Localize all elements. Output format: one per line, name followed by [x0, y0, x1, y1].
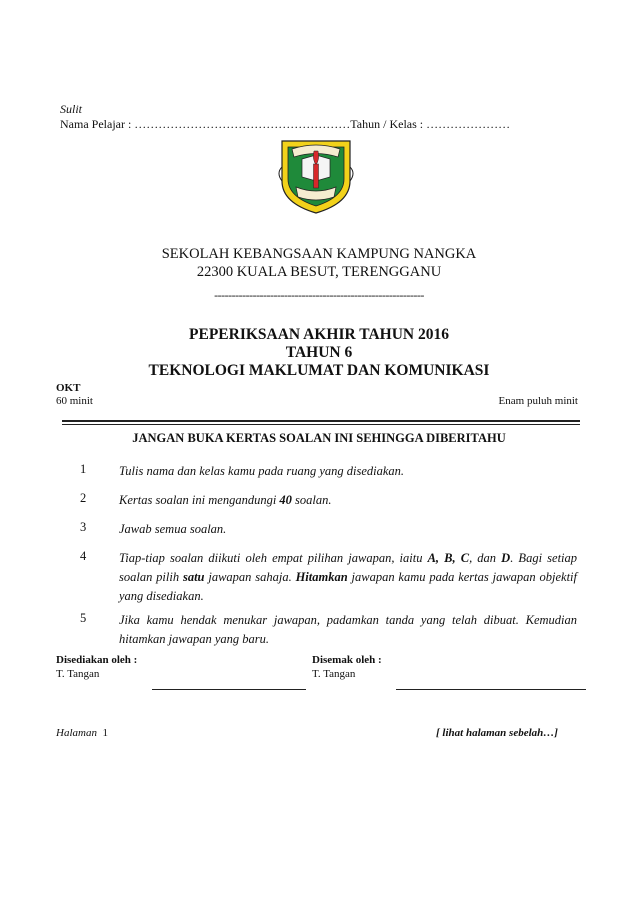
exam-year: TAHUN 6: [285, 344, 353, 361]
header-rule-thick: [62, 420, 580, 422]
instruction-text: Tulis nama dan kelas kamu pada ruang yang disediakan.: [119, 464, 405, 478]
school-address: 22300 KUALA BESUT, TERENGGANU: [196, 264, 442, 280]
page-number: 1: [102, 727, 108, 739]
exam-subject: TEKNOLOGI MAKLUMAT DAN KOMUNIKASI: [148, 362, 490, 379]
instruction-number: 3: [80, 520, 87, 534]
student-info-line: Nama Pelajar : ………………………………………………Tahun / Kelas : …………………: [60, 117, 511, 131]
separator-line: ------------------------------------------------------------: [214, 288, 424, 302]
instruction-text: Jawab semua soalan.: [119, 522, 227, 536]
instruction-number: 2: [80, 491, 87, 505]
instruction-text: Tiap-tiap soalan diikuti oleh empat pilihan jawapan, iaitu A, B, C, dan D. Bagi setiap soalan pilih satu jawapan sahaja. Hitamkan jawapan kamu pada kertas jawapan objektif yang disediakan.: [119, 551, 578, 603]
next-page-note: [ lihat halaman sebelah…]: [436, 727, 558, 739]
prepared-by-sign: T. Tangan: [56, 668, 100, 680]
header-rule-thin: [62, 424, 580, 425]
exam-code: OKT: [56, 382, 81, 394]
page-label: Halaman: [56, 727, 97, 739]
exam-duration: 60 minit: [56, 395, 93, 407]
school-logo: [278, 137, 354, 215]
school-crest-icon: [278, 137, 354, 215]
exam-title: PEPERIKSAAN AKHIR TAHUN 2016: [189, 326, 449, 343]
checked-by-sign: T. Tangan: [312, 668, 356, 680]
prepared-signature-line: [152, 689, 306, 690]
instruction-text: Kertas soalan ini mengandungi 40 soalan.: [119, 493, 332, 507]
sulit-label: Sulit: [60, 102, 83, 116]
warning-text: JANGAN BUKA KERTAS SOALAN INI SEHINGGA DIBERITAHU: [132, 431, 506, 445]
checked-by-label: Disemak oleh :: [312, 654, 382, 666]
instruction-number: 5: [80, 611, 87, 625]
school-name: SEKOLAH KEBANGSAAN KAMPUNG NANGKA: [161, 246, 477, 262]
page-indicator: [56, 727, 108, 739]
instruction-number: 4: [80, 549, 87, 563]
prepared-by-label: Disediakan oleh :: [56, 654, 138, 666]
instruction-number: 1: [80, 462, 87, 476]
checked-signature-line: [396, 689, 586, 690]
instruction-text: Jika kamu hendak menukar jawapan, padamkan tanda yang telah dibuat. Kemudian hitamkan jawapan yang baru.: [119, 613, 577, 646]
exam-duration-words: Enam puluh minit: [498, 395, 578, 407]
